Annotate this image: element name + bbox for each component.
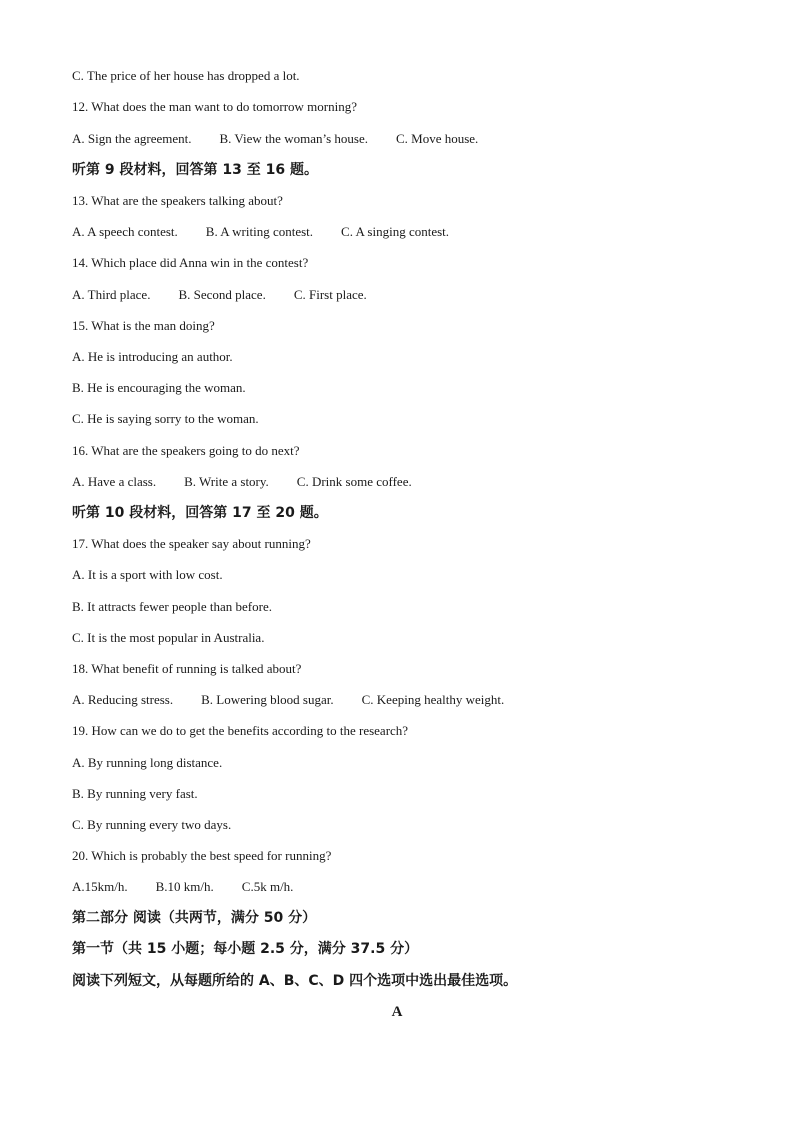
passage-label: A (391, 1004, 403, 1020)
q15-option-a: A. He is introducing an author. (72, 349, 233, 364)
q13-options (72, 223, 449, 241)
q12-question: 12. What does the man want to do tomorrow morning? (72, 99, 357, 114)
part2-heading: 第二部分 阅读（共两节，满分 50 分） (72, 910, 317, 926)
q17-option-c: C. It is the most popular in Australia. (72, 630, 265, 645)
q12-options (72, 130, 478, 148)
q15-option-c: C. He is saying sorry to the woman. (72, 411, 259, 426)
section-heading-10: 听第 10 段材料，回答第 17 至 20 题。 (72, 505, 328, 521)
q18-option-a: A. Reducing stress. (72, 692, 174, 707)
q18-option-c: C. Keeping healthy weight. (361, 692, 505, 707)
q20-options (72, 878, 293, 896)
q14-option-c: C. First place. (293, 287, 367, 302)
q20-option-c: C.5k m/h. (241, 879, 294, 894)
reading-instructions: 阅读下列短文，从每题所给的 A、B、C、D 四个选项中选出最佳选项。 (72, 973, 518, 989)
q20-option-a: A.15km/h. (72, 879, 128, 894)
section1-heading: 第一节（共 15 小题；每小题 2.5 分，满分 37.5 分） (72, 941, 419, 957)
q15-question: 15. What is the man doing? (72, 318, 215, 333)
q12-option-b: B. View the woman’s house. (219, 131, 368, 146)
q15-option-b: B. He is encouraging the woman. (72, 380, 246, 395)
q13-option-b: B. A writing contest. (205, 224, 314, 239)
q14-option-b: B. Second place. (178, 287, 266, 302)
q17-question: 17. What does the speaker say about running? (72, 536, 311, 551)
q16-option-b: B. Write a story. (184, 474, 269, 489)
q14-question: 14. Which place did Anna win in the contest? (72, 255, 309, 270)
section-heading-9: 听第 9 段材料，回答第 13 至 16 题。 (72, 162, 318, 178)
q13-option-c: C. A singing contest. (341, 224, 450, 239)
q11-option-c: C. The price of her house has dropped a lot. (72, 68, 300, 83)
q16-option-a: A. Have a class. (72, 474, 157, 489)
q19-option-b: B. By running very fast. (72, 786, 198, 801)
q13-question: 13. What are the speakers talking about? (72, 193, 283, 208)
q14-options (72, 286, 367, 304)
q19-option-c: C. By running every two days. (72, 817, 232, 832)
q16-option-c: C. Drink some coffee. (296, 474, 412, 489)
q12-option-c: C. Move house. (395, 131, 479, 146)
q20-question: 20. Which is probably the best speed for running? (72, 848, 332, 863)
q13-option-a: A. A speech contest. (72, 224, 178, 239)
q19-question: 19. How can we do to get the benefits according to the research? (72, 723, 409, 738)
q16-question: 16. What are the speakers going to do next? (72, 443, 300, 458)
q18-options (72, 691, 504, 709)
q16-options (72, 473, 412, 491)
q18-option-b: B. Lowering blood sugar. (201, 692, 334, 707)
q17-option-b: B. It attracts fewer people than before. (72, 599, 272, 614)
q19-option-a: A. By running long distance. (72, 755, 223, 770)
q18-question: 18. What benefit of running is talked about? (72, 661, 302, 676)
q17-option-a: A. It is a sport with low cost. (72, 567, 223, 582)
q14-option-a: A. Third place. (72, 287, 151, 302)
q12-option-a: A. Sign the agreement. (72, 131, 192, 146)
q20-option-b: B.10 km/h. (155, 879, 214, 894)
